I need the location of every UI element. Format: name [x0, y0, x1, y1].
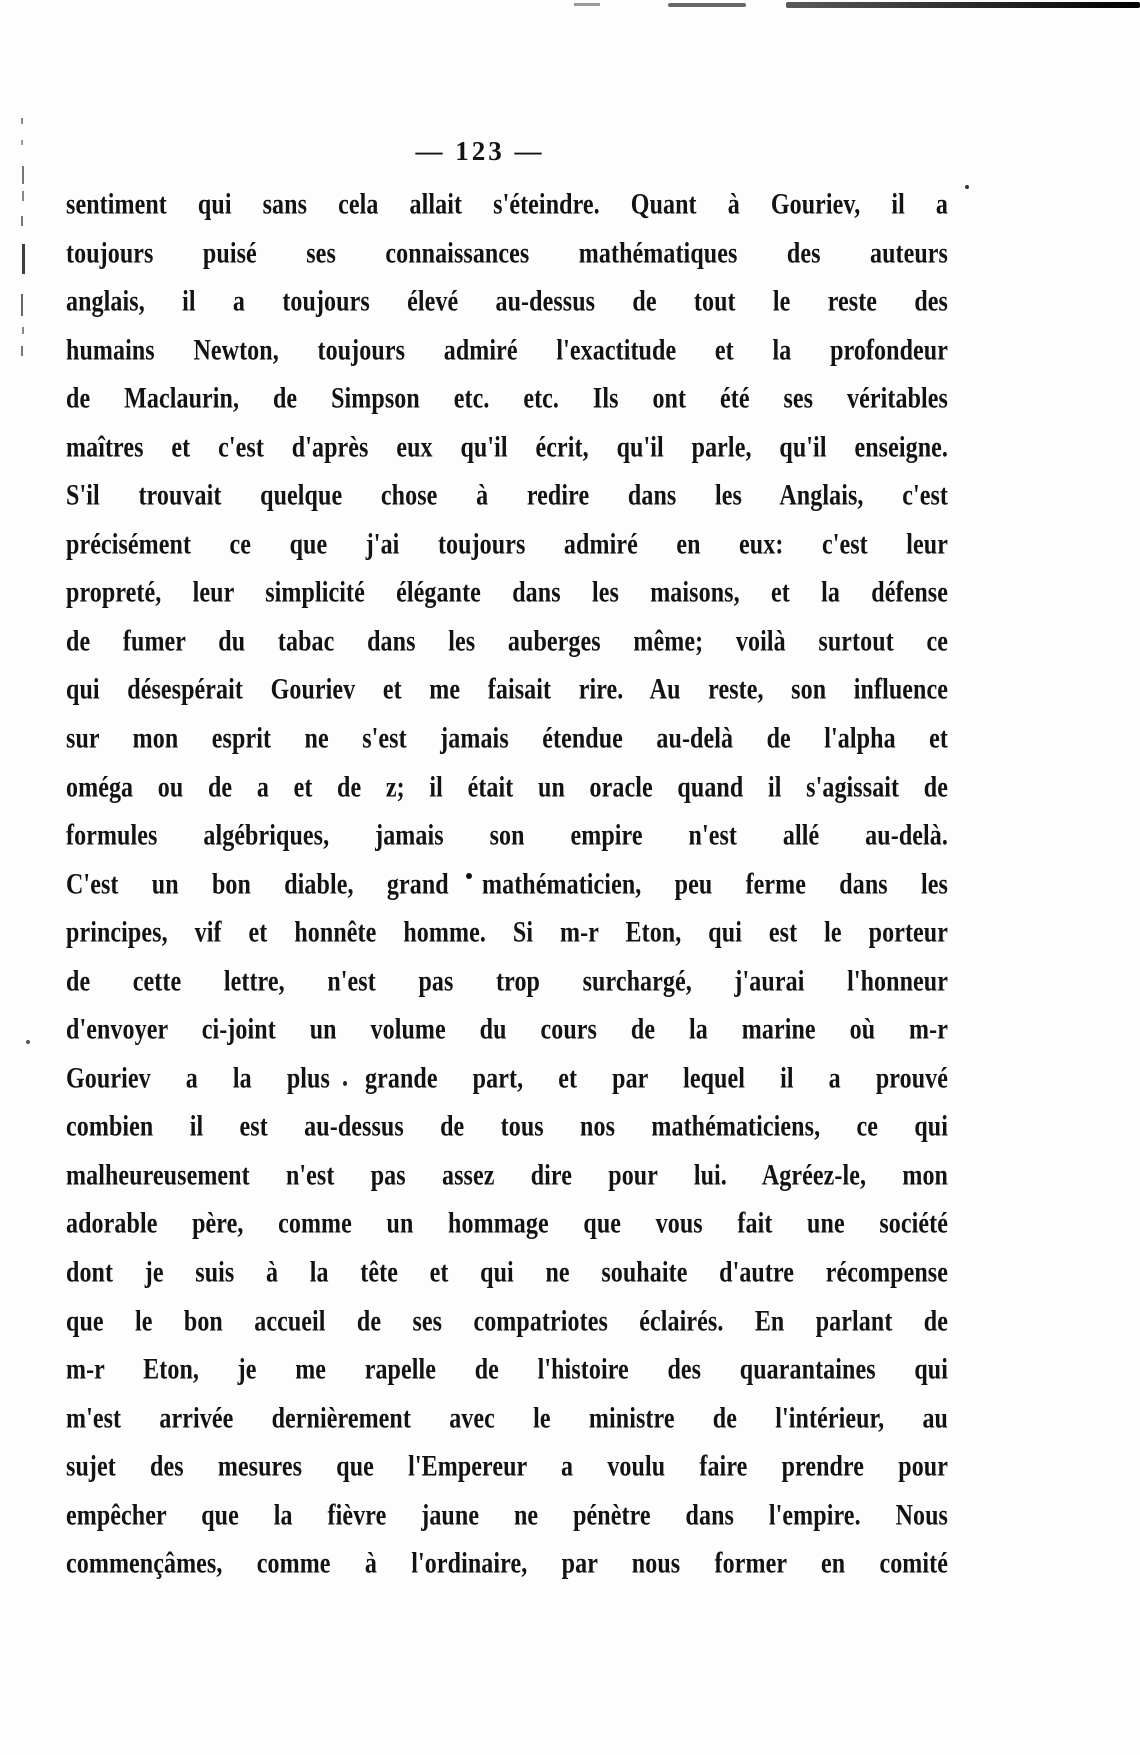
text-line: de fumer du tabac dans les auberges même; voilà surtout ce: [66, 625, 948, 658]
body-text: [66, 181, 948, 1589]
text-line: C'est un bon diable, grand mathématicien, peu ferme dans les: [66, 868, 948, 901]
text-line: Gouriev a la plus grande part, et par lequel il a prouvé: [66, 1062, 948, 1095]
text-line: malheureusement n'est pas assez dire pour lui. Agréez-le, mon: [66, 1159, 948, 1192]
text-line: toujours puisé ses connaissances mathématiques des auteurs: [66, 237, 948, 270]
scan-artifact-left-mark: [21, 140, 23, 145]
text-line: maîtres et c'est d'après eux qu'il écrit, qu'il parle, qu'il enseigne.: [66, 431, 948, 464]
text-line: S'il trouvait quelque chose à redire dans les Anglais, c'est: [66, 480, 948, 513]
text-line: qui désespérait Gouriev et me faisait rire. Au reste, son influence: [66, 674, 948, 707]
text-line: principes, vif et honnête homme. Si m-r Eton, qui est le porteur: [66, 917, 948, 950]
scan-artifact-left-mark: [21, 346, 23, 356]
text-line: de Maclaurin, de Simpson etc. etc. Ils ont été ses véritables: [66, 383, 948, 416]
text-line: que le bon accueil de ses compatriotes éclairés. En parlant de: [66, 1305, 948, 1338]
scan-artifact-left-mark: [22, 327, 24, 334]
scan-artifact-top-line: [668, 3, 746, 7]
text-line: d'envoyer ci-joint un volume du cours de la marine où m-r: [66, 1014, 948, 1047]
scan-artifact-left-mark: [21, 216, 23, 226]
text-line: précisément ce que j'ai toujours admiré en eux: c'est leur: [66, 528, 948, 561]
text-line: sentiment qui sans cela allait s'éteindre. Quant à Gouriev, il a: [66, 188, 948, 222]
text-line: combien il est au-dessus de tous nos mathématiciens, ce qui: [66, 1111, 948, 1144]
text-line: propreté, leur simplicité élégante dans les maisons, et la défense: [66, 577, 948, 610]
scan-artifact-top-line: [786, 2, 1140, 8]
text-line: humains Newton, toujours admiré l'exactitude et la profondeur: [66, 334, 948, 367]
text-line: m'est arrivée dernièrement avec le ministre de l'intérieur, au: [66, 1402, 948, 1435]
scan-artifact-top-line: [574, 3, 600, 6]
text-line: adorable père, comme un hommage que vous fait une société: [66, 1208, 948, 1241]
scan-artifact-left-mark: [21, 294, 23, 316]
page-number: — 123 —: [415, 136, 545, 166]
text-line: commençâmes, comme à l'ordinaire, par nous former en comité: [66, 1548, 948, 1581]
text-line: anglais, il a toujours élevé au-dessus de tout le reste des: [66, 285, 948, 319]
text-line: formules algébriques, jamais son empire n'est allé au-delà.: [66, 819, 948, 853]
text-line: de cette lettre, n'est pas trop surchargé, j'aurai l'honneur: [66, 965, 948, 998]
text-line: oméga ou de a et de z; il était un oracle quand il s'agissait de: [66, 771, 948, 804]
text-line: sujet des mesures que l'Empereur a voulu faire prendre pour: [66, 1451, 948, 1484]
scan-artifact-left-mark: [22, 166, 24, 184]
scan-artifact-dot: [26, 1040, 30, 1044]
text-line: empêcher que la fièvre jaune ne pénètre dans l'empire. Nous: [66, 1499, 948, 1532]
text-line: sur mon esprit ne s'est jamais étendue au-delà de l'alpha et: [66, 722, 948, 756]
scan-artifact-left-mark: [21, 118, 23, 124]
scan-artifact-left-mark: [22, 244, 25, 274]
text-line: m-r Eton, je me rapelle de l'histoire des quarantaines qui: [66, 1353, 948, 1387]
scan-artifact-left-mark: [22, 191, 24, 201]
text-line: dont je suis à la tête et qui ne souhaite d'autre récompense: [66, 1256, 948, 1290]
scan-artifact-dot: [965, 185, 969, 189]
